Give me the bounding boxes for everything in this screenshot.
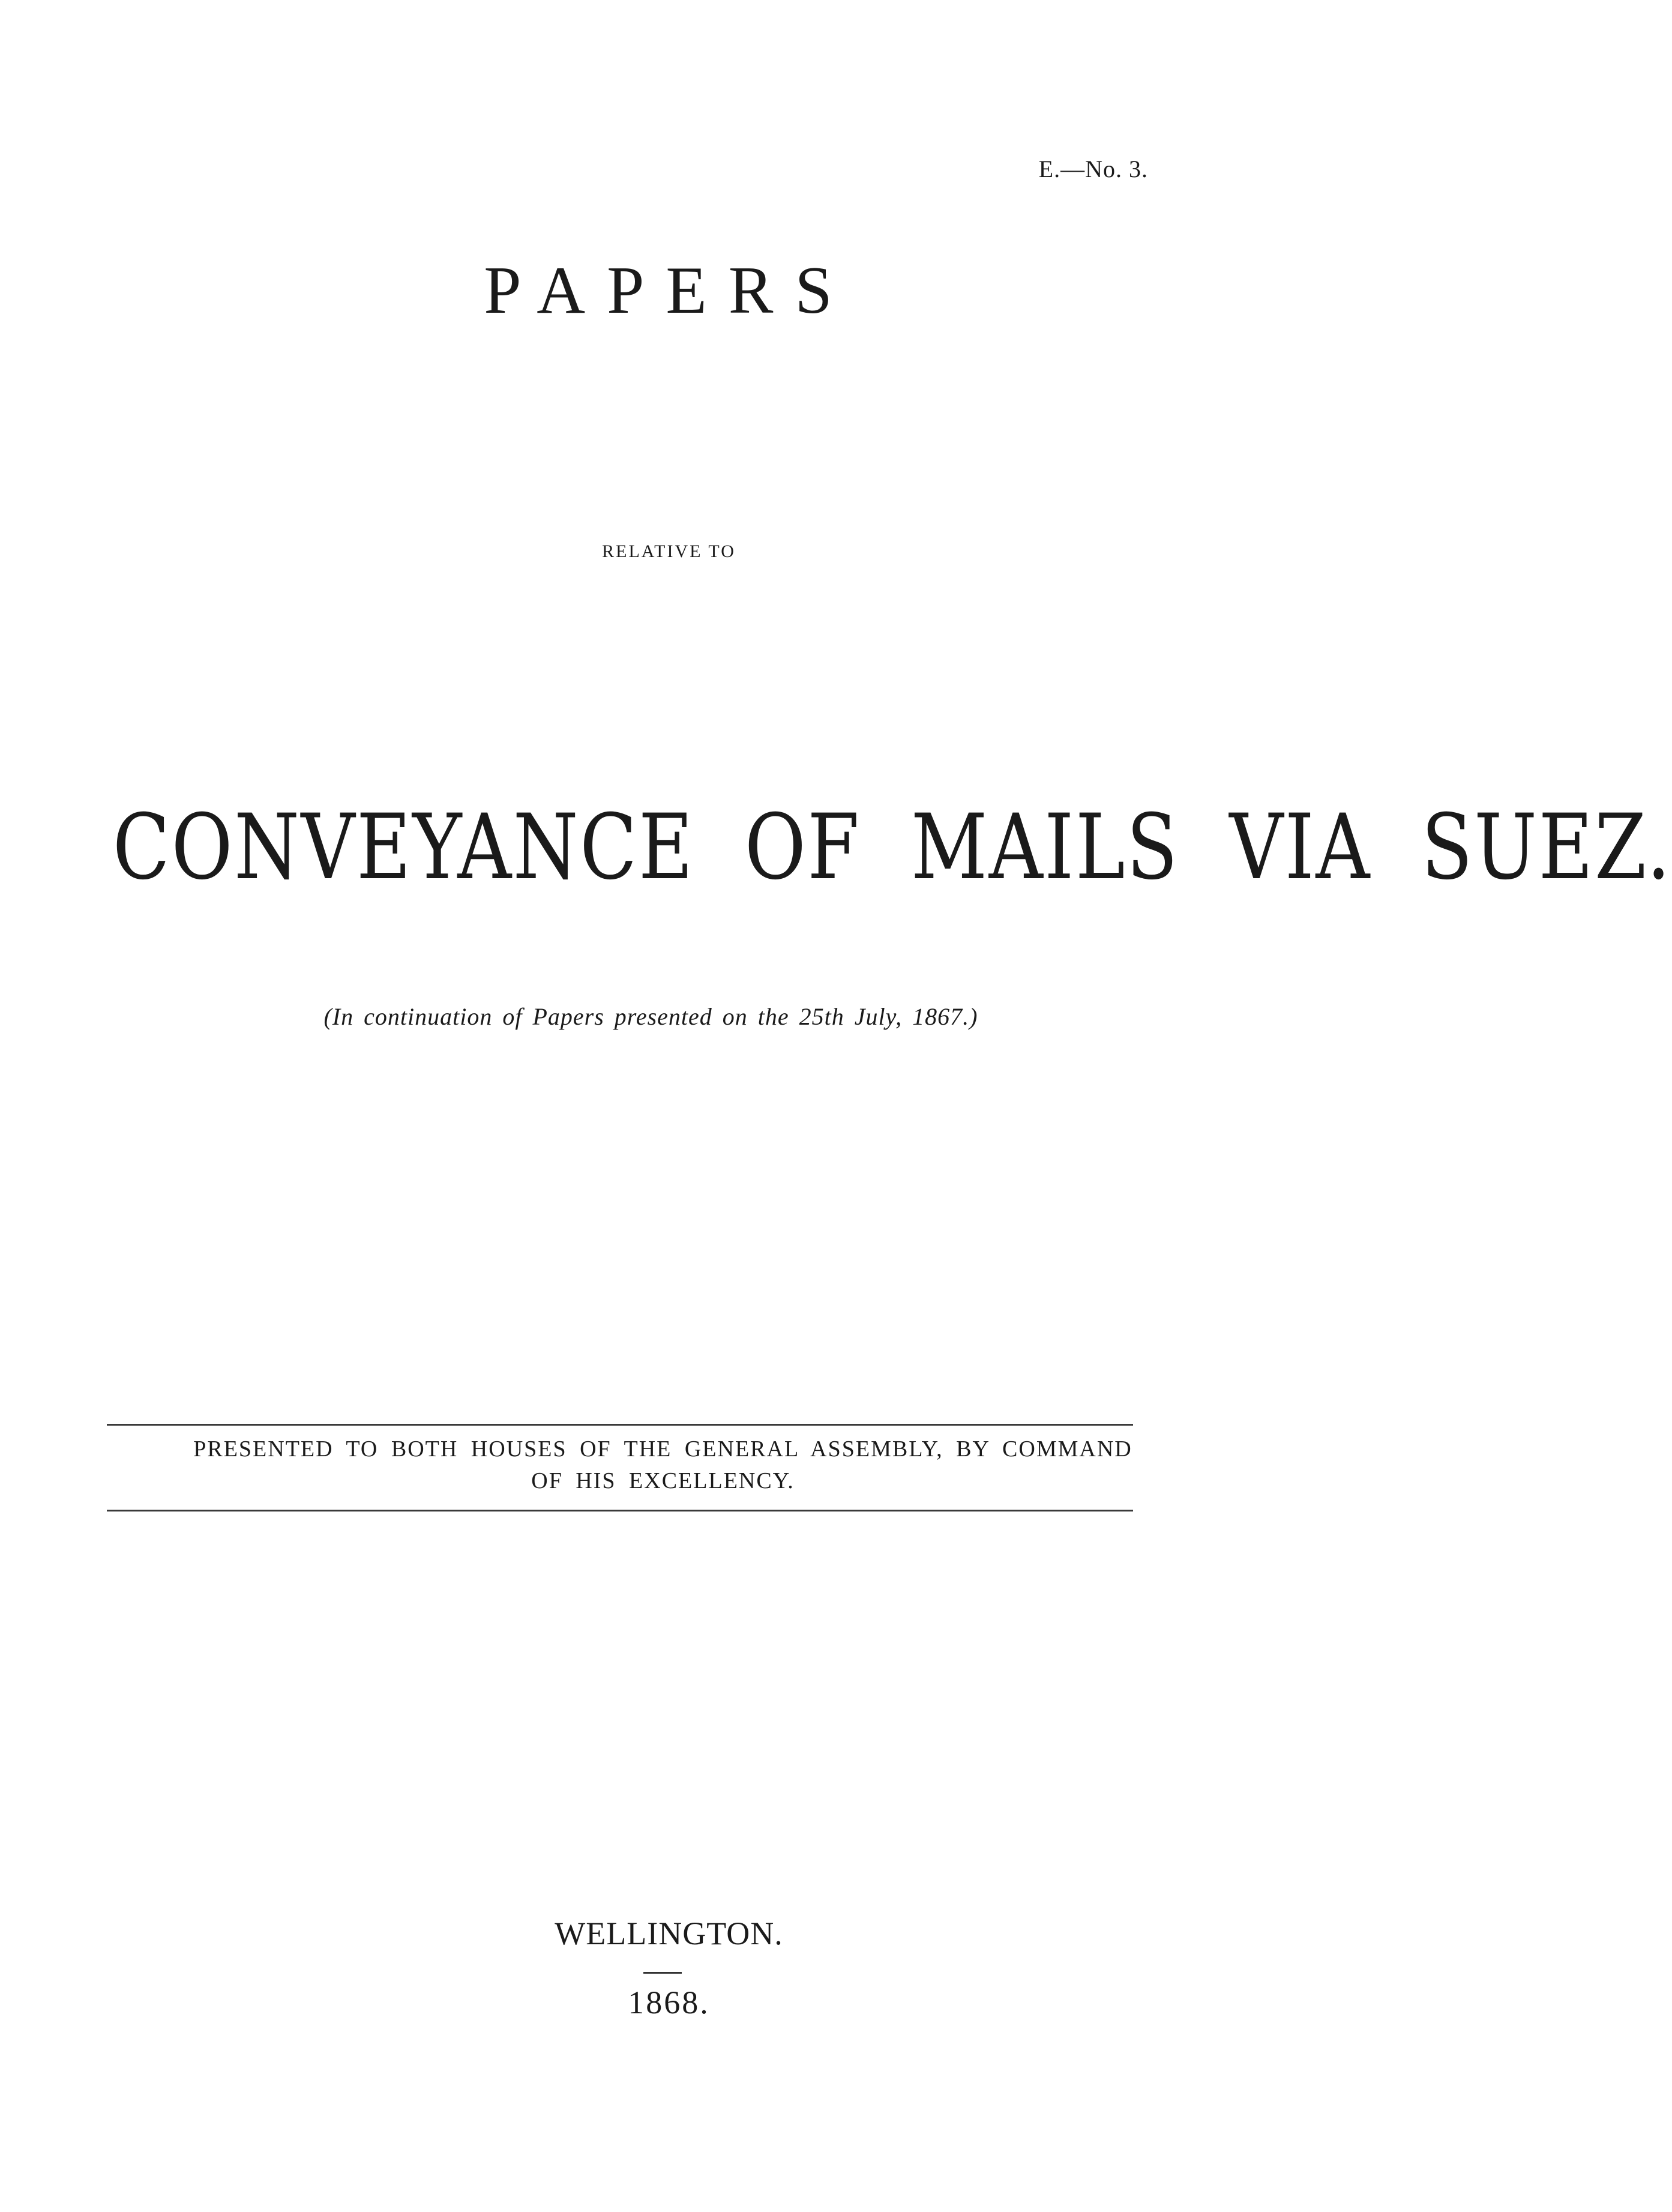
bottom-divider: [107, 1510, 1133, 1511]
continuation-note: (In continuation of Papers presented on the 25th July, 1867.): [323, 1003, 978, 1030]
top-divider: [107, 1424, 1133, 1426]
page-title: PAPERS: [484, 253, 854, 328]
imprint-place: WELLINGTON.: [555, 1915, 783, 1951]
presentation-line-1: PRESENTED TO BOTH HOUSES OF THE GENERAL ASSEMBLY, BY COMMAND: [193, 1436, 1132, 1462]
subject-heading: CONVEYANCE OF MAILS VIA SUEZ.: [112, 795, 1672, 900]
presentation-line-2: OF HIS EXCELLENCY.: [531, 1468, 795, 1493]
imprint-divider: [643, 1972, 682, 1974]
document-reference: E.—No. 3.: [1038, 155, 1148, 182]
imprint-year: 1868.: [628, 1984, 710, 2021]
relative-to-label: RELATIVE TO: [602, 541, 736, 561]
